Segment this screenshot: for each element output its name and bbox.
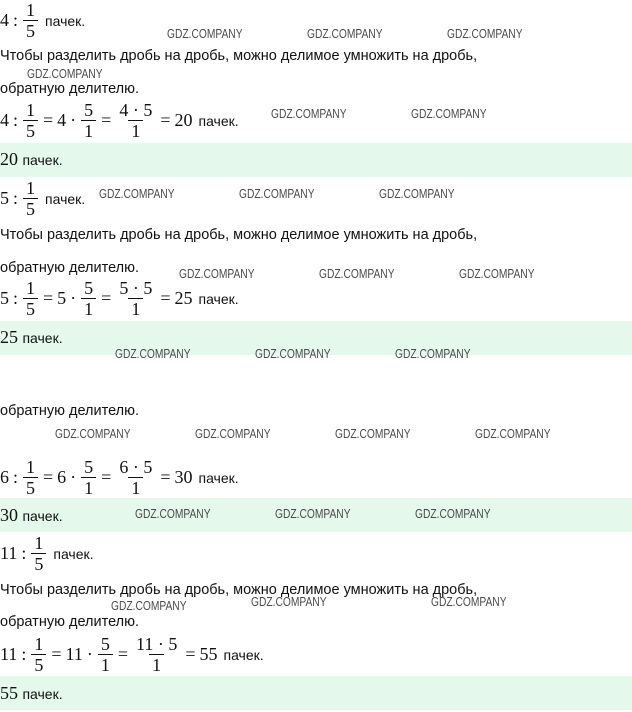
solution-equation-3: 6 : $\frac{1}{5}$ = 6 · $\frac{5}{1}$ = $\frac{6 \cdot 5}{1}$ = 30 пачек.: [0, 457, 239, 498]
watermark: GDZ.COMPANY: [55, 427, 131, 441]
watermark: GDZ.COMPANY: [239, 187, 315, 201]
watermark: GDZ.COMPANY: [115, 347, 191, 361]
watermark: GDZ.COMPANY: [255, 347, 331, 361]
solution-equation-2: 5 : $\frac{1}{5}$ = 5 · $\frac{5}{1}$ = $\frac{5 \cdot 5}{1}$ = 25 пачек.: [0, 278, 239, 319]
answer-band-4: [0, 676, 632, 710]
answer-band-1: [0, 143, 632, 177]
watermark: GDZ.COMPANY: [27, 67, 103, 81]
rule-line-2: обратную делителю.: [0, 614, 140, 630]
watermark: GDZ.COMPANY: [379, 187, 455, 201]
solution-equation-4: 11 : $\frac{1}{5}$ = 11 · $\frac{5}{1}$ = $\frac{11 \cdot 5}{1}$ = 55 пачек.: [0, 634, 264, 675]
watermark: GDZ.COMPANY: [447, 27, 523, 41]
rule-line-1: Чтобы разделить дробь на дробь, можно делимое умножить на дробь,: [0, 48, 478, 64]
answer-4: 55 пачек.: [0, 683, 63, 703]
divide-sign: :: [13, 10, 19, 30]
watermark: GDZ.COMPANY: [195, 427, 271, 441]
watermark: GDZ.COMPANY: [167, 27, 243, 41]
solution-equation-1: 4 : $\frac{1}{5}$ = 4 · $\frac{5}{1}$ = $\frac{4 \cdot 5}{1}$ = 20 пачек.: [0, 100, 239, 141]
answer-2: 25 пачек.: [0, 327, 63, 347]
watermark: GDZ.COMPANY: [411, 107, 487, 121]
watermark: GDZ.COMPANY: [275, 507, 351, 521]
watermark: GDZ.COMPANY: [475, 427, 551, 441]
watermark: GDZ.COMPANY: [307, 27, 383, 41]
watermark: GDZ.COMPANY: [335, 427, 411, 441]
watermark: GDZ.COMPANY: [271, 107, 347, 121]
watermark: GDZ.COMPANY: [319, 267, 395, 281]
watermark: GDZ.COMPANY: [99, 187, 175, 201]
unit-label: пачек.: [45, 12, 86, 29]
problem-statement-4: 11 : $\frac{1}{5}$ пачек.: [0, 533, 94, 574]
watermark: GDZ.COMPANY: [415, 507, 491, 521]
rule-line-1: Чтобы разделить дробь на дробь, можно делимое умножить на дробь,: [0, 227, 478, 243]
divisor-fraction: $\frac{1}{5}$: [23, 0, 38, 41]
watermark: GDZ.COMPANY: [111, 599, 187, 613]
rule-line-2: обратную делителю.: [0, 403, 140, 419]
watermark: GDZ.COMPANY: [179, 267, 255, 281]
watermark: GDZ.COMPANY: [431, 595, 507, 609]
problem-statement-1: [0, 0, 85, 41]
watermark: GDZ.COMPANY: [251, 595, 327, 609]
rule-line-2: обратную делителю.: [0, 81, 140, 97]
answer-3: 30 пачек.: [0, 505, 63, 525]
watermark: GDZ.COMPANY: [459, 267, 535, 281]
answer-1: 20 пачек.: [0, 149, 63, 169]
watermark: GDZ.COMPANY: [395, 347, 471, 361]
dividend: 4: [0, 10, 9, 30]
rule-line-1: Чтобы разделить дробь на дробь, можно делимое умножить на дробь,: [0, 582, 478, 598]
rule-line-2: обратную делителю.: [0, 260, 140, 276]
watermark: GDZ.COMPANY: [135, 507, 211, 521]
problem-statement-2: 5 : $\frac{1}{5}$ пачек.: [0, 178, 86, 219]
